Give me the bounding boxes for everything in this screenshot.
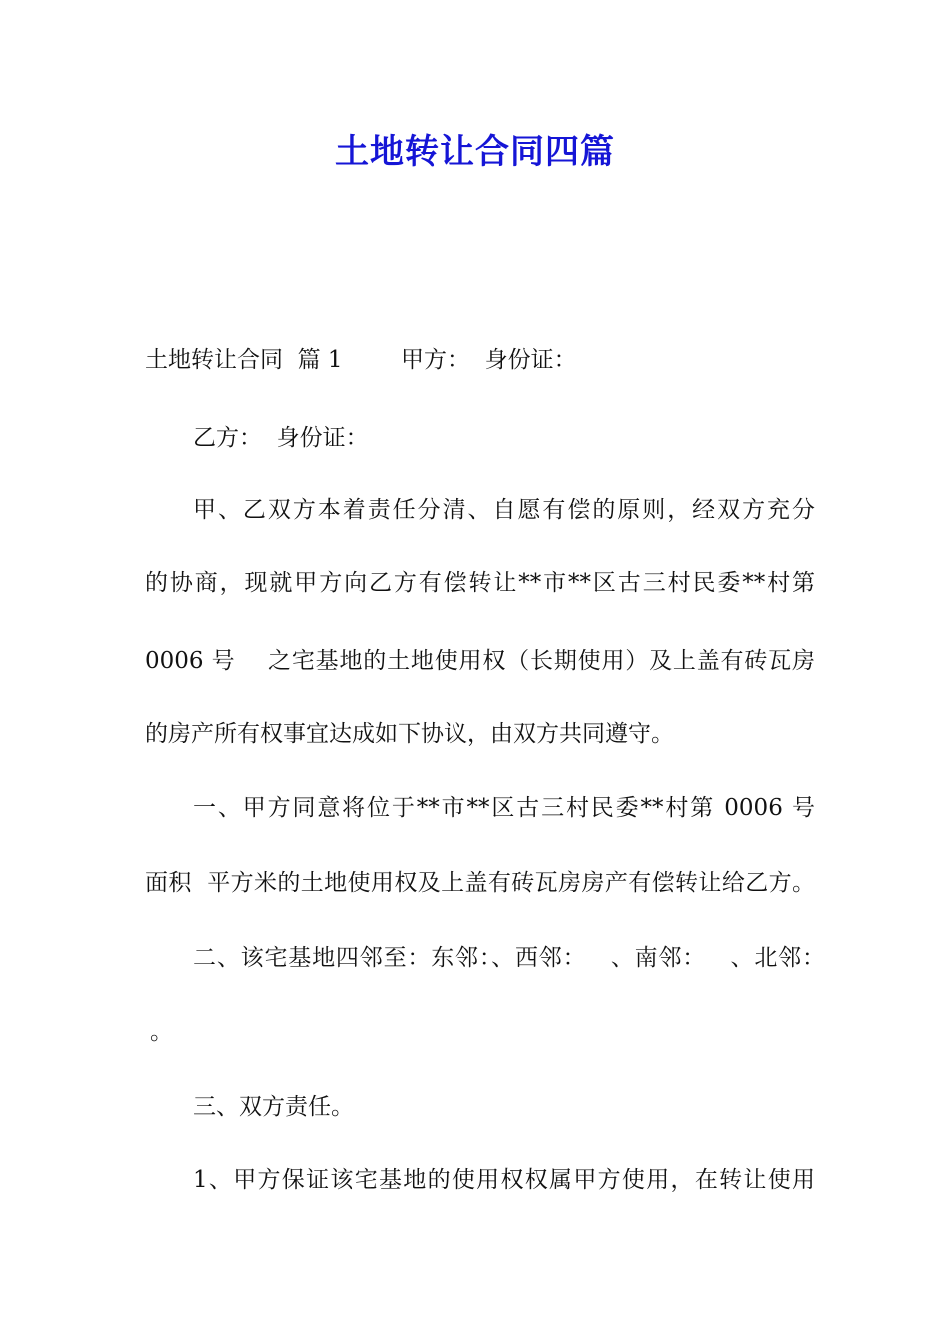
paragraph-line-2: 乙方： 身份证： [193,425,369,451]
paragraph-line-6: 的房产所有权事宜达成如下协议，由双方共同遵守。 [145,721,674,747]
document-title: 土地转让合同四篇 [335,132,615,172]
paragraph-line-10: 。 [150,1019,173,1045]
paragraph-line-5: 0006 号 之宅基地的土地使用权（长期使用）及上盖有砖瓦房 [145,648,815,674]
paragraph-line-9: 二、该宅基地四邻至：东邻：、西邻： 、南邻： 、北邻： [193,945,825,971]
paragraph-line-3: 甲、乙双方本着责任分清、自愿有偿的原则，经双方充分 [193,497,815,523]
paragraph-line-1: 土地转让合同 篇 1 甲方： 身份证： [145,347,577,373]
paragraph-line-11: 三、双方责任。 [193,1094,354,1120]
paragraph-line-7: 一、甲方同意将位于**市**区古三村民委**村第 0006 号 [193,795,815,821]
paragraph-line-8: 面积 平方米的土地使用权及上盖有砖瓦房房产有偿转让给乙方。 [145,870,815,896]
paragraph-line-12: 1、甲方保证该宅基地的使用权权属甲方使用，在转让使用 [193,1167,815,1193]
paragraph-line-4: 的协商，现就甲方向乙方有偿转让**市**区古三村民委**村第 [145,570,815,596]
